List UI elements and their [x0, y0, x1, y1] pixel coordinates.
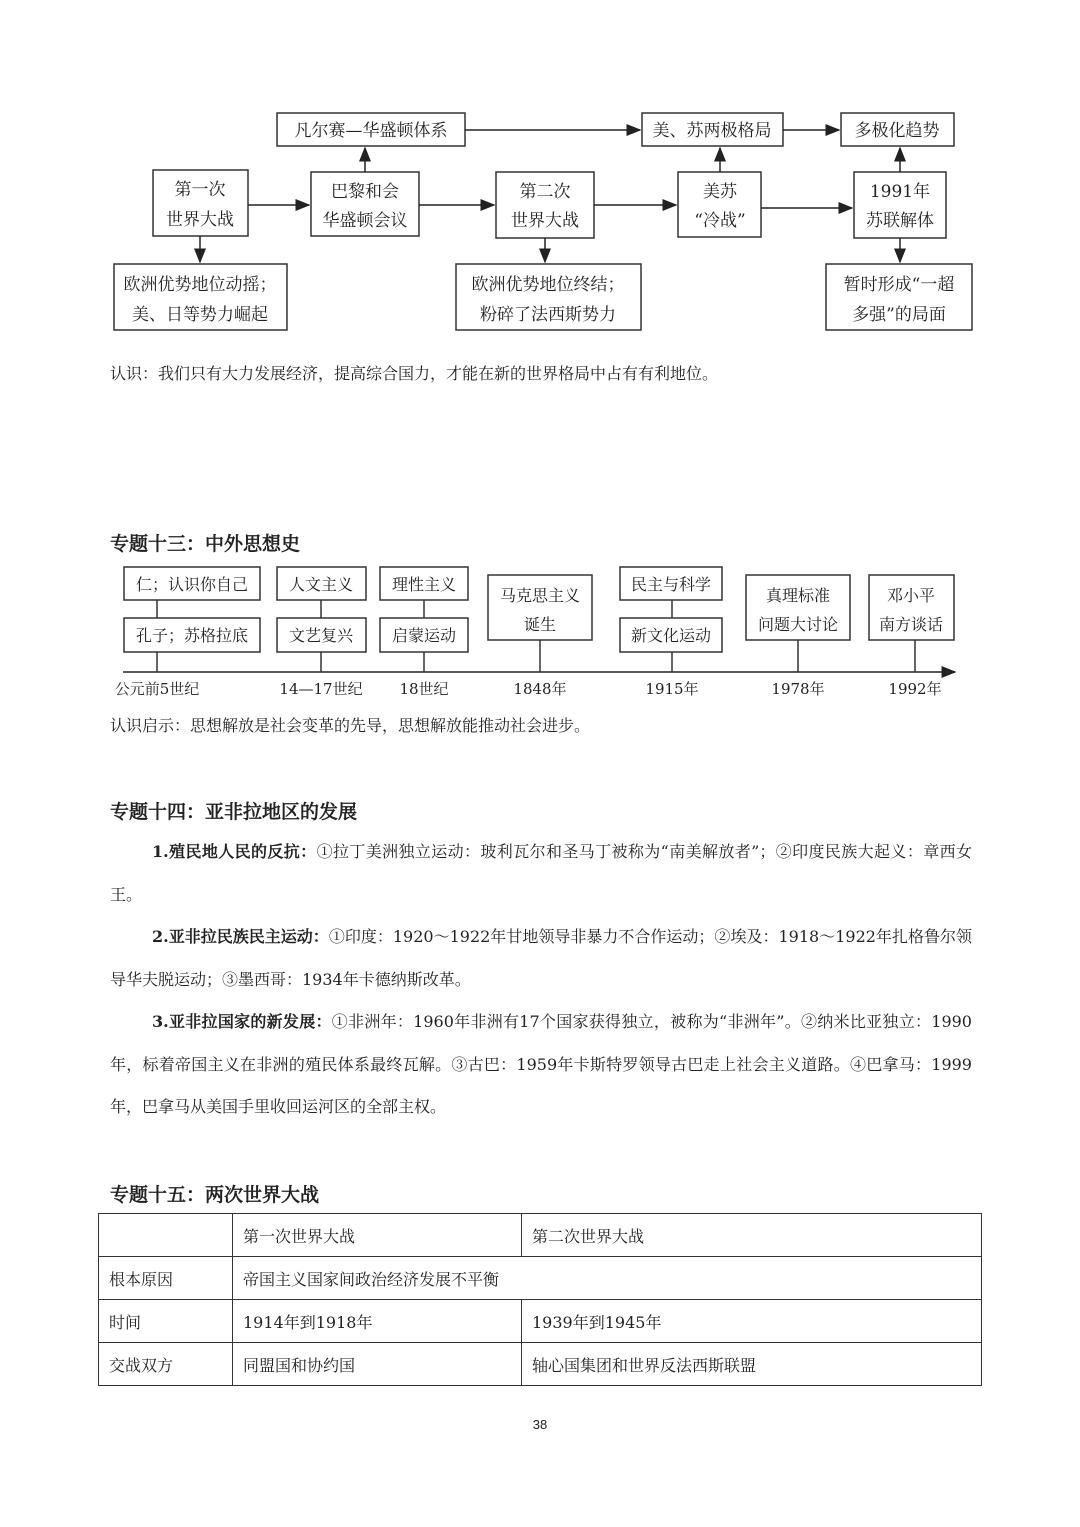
table-header-cell: 第一次世界大战 — [233, 1214, 522, 1257]
timeline-date-6: 1992年 — [888, 680, 942, 698]
box-ww1-l2: 世界大战 — [166, 210, 234, 230]
timeline-box-6-l2: 南方谈话 — [878, 615, 944, 634]
topic14-item-1 — [110, 831, 972, 916]
table-cell: 帝国主义国家间政治经济发展不平衡 — [233, 1257, 982, 1300]
topic14-title: 专题十四：亚非拉地区的发展 — [110, 801, 358, 823]
world-wars-table — [98, 1213, 982, 1386]
item-body: ①拉丁美洲独立运动：玻利瓦尔和圣马丁被称为“南美解放者”；②印度民族大起义：章西女王。 — [110, 842, 972, 904]
world-order-diagram — [0, 0, 1080, 700]
timeline-box-5-l2: 问题大讨论 — [757, 615, 839, 634]
box-europe-shaken-l1: 欧洲优势地位动摇； — [123, 275, 277, 295]
topic13-note: 认识启示：思想解放是社会变革的先导，思想解放能推动社会进步。 — [110, 716, 591, 735]
item-body: ①印度：1920～1922年甘地领导非暴力不合作运动；②埃及：1918～1922年扎格鲁尔领导华夫脱运动；③墨西哥：1934年卡德纳斯改革。 — [110, 927, 972, 989]
timeline-date-4: 1915年 — [645, 680, 699, 698]
box-paris-l2: 华盛顿会议 — [322, 211, 408, 231]
timeline-box-3-l1: 马克思主义 — [499, 586, 581, 605]
topic14-item-3 — [110, 1001, 972, 1129]
table-header-row — [99, 1214, 982, 1257]
timeline-date-0: 公元前5世纪 — [114, 680, 200, 698]
row-label: 根本原因 — [99, 1257, 233, 1300]
table-row — [99, 1343, 982, 1386]
item-heading: 3.亚非拉国家的新发展： — [152, 1012, 332, 1031]
timeline-date-5: 1978年 — [771, 680, 825, 698]
row-label: 交战双方 — [99, 1343, 233, 1386]
topic15-title: 专题十五：两次世界大战 — [110, 1184, 320, 1206]
table-cell: 1939年到1945年 — [522, 1300, 982, 1343]
table-row — [99, 1257, 982, 1300]
table-cell: 同盟国和协约国 — [233, 1343, 522, 1386]
table-header-cell: 第二次世界大战 — [522, 1214, 982, 1257]
table-cell: 1914年到1918年 — [233, 1300, 522, 1343]
timeline-top-4: 民主与科学 — [630, 575, 712, 594]
timeline-bottom-2: 启蒙运动 — [391, 626, 457, 645]
table-row — [99, 1300, 982, 1343]
item-heading: 2.亚非拉民族民主运动： — [152, 927, 329, 946]
timeline-top-2: 理性主义 — [391, 575, 457, 594]
box-superpower-l2: 多强”的局面 — [852, 305, 946, 325]
box-ww1-l1: 第一次 — [174, 180, 226, 200]
box-coldwar-l2: “冷战” — [694, 211, 746, 231]
timeline-date-2: 18世纪 — [399, 680, 449, 698]
timeline-date-3: 1848年 — [513, 680, 567, 698]
timeline-box-3-l2: 诞生 — [523, 615, 557, 634]
box-superpower-l1: 暂时形成“一超 — [843, 275, 955, 295]
page-number: 38 — [532, 1417, 548, 1432]
box-versailles-system: 凡尔赛—华盛顿体系 — [294, 121, 448, 141]
timeline-bottom-1: 文艺复兴 — [288, 626, 354, 645]
timeline-box-6-l1: 邓小平 — [886, 586, 936, 605]
box-ww2-l2: 世界大战 — [511, 211, 579, 231]
timeline-top-0: 仁；认识你自己 — [135, 575, 249, 594]
box-paris-l1: 巴黎和会 — [331, 182, 399, 202]
box-1991-l1: 1991年 — [869, 182, 931, 202]
box-europe-end-l2: 粉碎了法西斯势力 — [480, 305, 616, 325]
box-bipolar: 美、苏两极格局 — [652, 121, 772, 141]
box-ww2-l1: 第二次 — [519, 182, 571, 202]
box-1991-l2: 苏联解体 — [866, 211, 934, 231]
box-multipolar: 多极化趋势 — [854, 121, 940, 141]
diagram-note: 认识：我们只有大力发展经济，提高综合国力，才能在新的世界格局中占有有利地位。 — [110, 364, 719, 383]
box-europe-end-l1: 欧洲优势地位终结； — [471, 275, 625, 295]
item-body: ①非洲年：1960年非洲有17个国家获得独立，被称为“非洲年”。②纳米比亚独立：1990年，标着帝国主义在非洲的殖民体系最终瓦解。③古巴：1959年卡斯特罗领导古巴走上社会主义道路。④巴拿马：1999年，巴拿马从美国手里收回运河区的全部主权。 — [110, 1012, 972, 1116]
table-cell: 轴心国集团和世界反法西斯联盟 — [522, 1343, 982, 1386]
topic14-item-2 — [110, 916, 972, 1001]
item-heading: 1.殖民地人民的反抗： — [152, 842, 317, 861]
row-label: 时间 — [99, 1300, 233, 1343]
box-coldwar-l1: 美苏 — [703, 182, 737, 202]
timeline-date-1: 14—17世纪 — [279, 680, 363, 698]
timeline-bottom-4: 新文化运动 — [630, 626, 712, 645]
timeline-bottom-0: 孔子；苏格拉底 — [135, 626, 249, 645]
timeline-box-5-l1: 真理标准 — [765, 586, 831, 605]
table-header-cell — [99, 1214, 233, 1257]
box-europe-shaken-l2: 美、日等势力崛起 — [132, 305, 268, 325]
timeline-top-1: 人文主义 — [288, 575, 354, 594]
topic13-title: 专题十三：中外思想史 — [110, 533, 301, 555]
